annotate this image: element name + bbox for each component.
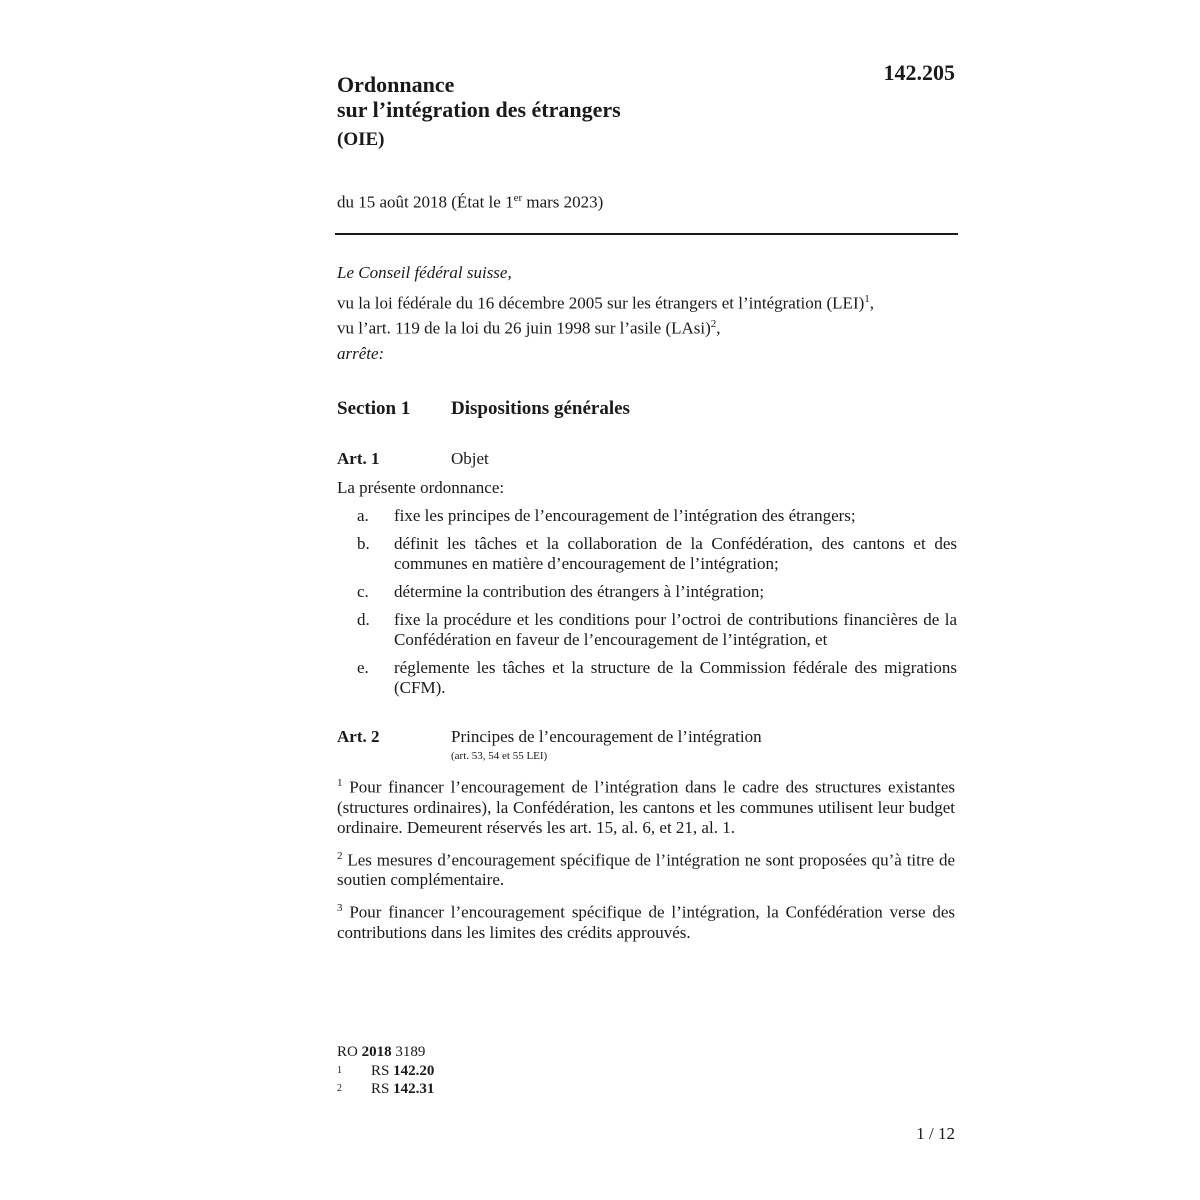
footnote <box>337 1080 434 1098</box>
article-2-heading <box>337 727 762 747</box>
footnote-ref-1[interactable]: 1 <box>864 293 870 305</box>
title-abbreviation: (OIE) <box>337 129 385 150</box>
list-item-letter: b. <box>357 534 370 553</box>
date-suffix: mars 2023) <box>522 192 604 212</box>
date-superscript: er <box>513 192 523 204</box>
footnote-link[interactable]: 142.20 <box>393 1063 435 1079</box>
footnote <box>337 1062 434 1080</box>
list-item <box>337 582 957 602</box>
article-title: Principes de l’encouragement de l’intégration <box>451 727 762 746</box>
preamble-authority: Le Conseil fédéral suisse, <box>337 263 512 282</box>
list-item-letter: c. <box>357 582 369 601</box>
list-item <box>337 658 957 698</box>
preamble-line-2-text: vu l’art. 119 de la loi du 26 juin 1998 sur l’asile (LAsi) <box>337 318 711 338</box>
list-item-letter: d. <box>357 610 370 629</box>
ro-year: 2018 <box>361 1044 392 1060</box>
paragraph <box>337 846 955 891</box>
sr-number: 142.205 <box>883 60 955 85</box>
document-title <box>337 72 621 122</box>
ro-page: 3189 <box>391 1044 426 1060</box>
article-1-intro: La présente ordonnance: <box>337 478 505 497</box>
title-line-1: Ordonnance <box>337 72 455 97</box>
paragraph-number: 2 <box>337 849 343 862</box>
list-item-text: réglemente les tâches et la structure de la Commission fédérale des migrations (CFM). <box>394 658 957 697</box>
preamble-decree: arrête: <box>337 344 385 364</box>
paragraph-number: 1 <box>337 777 343 789</box>
article-1-heading <box>337 449 489 469</box>
article-number: Art. 2 <box>337 727 380 746</box>
document-date <box>337 192 603 213</box>
list-item-letter: e. <box>357 658 369 677</box>
ro-prefix: RO <box>337 1044 362 1060</box>
list-item <box>337 610 957 650</box>
section-heading <box>337 398 630 420</box>
paragraph-text: Pour financer l’encouragement de l’intégration dans le cadre des structures existantes (structures ordinaires), la Confédération, les cantons et les communes utilisent leur budget ordinaire. Demeurent réservés les art. 15, al. 6, et 21, al. 1. <box>337 777 955 837</box>
list-item-text: détermine la contribution des étrangers à l’intégration; <box>394 582 765 601</box>
list-item <box>337 534 957 574</box>
article-1-list <box>337 506 957 706</box>
footnote-ref-2[interactable]: 2 <box>710 317 717 330</box>
preamble-line-1-end: , <box>869 293 875 313</box>
footnote-prefix: RS <box>371 1063 394 1079</box>
paragraph-text: Pour financer l’encouragement spécifique de l’intégration, la Confédération verse des contributions dans les limites des crédits approuvés. <box>337 902 955 942</box>
title-line-2: sur l’intégration des étrangers <box>337 97 621 122</box>
section-number: Section 1 <box>337 398 411 419</box>
list-item-text: définit les tâches et la collaboration de la Confédération, des cantons et des communes en matière d’encouragement de l’intégration; <box>394 534 957 573</box>
preamble-line-2 <box>337 314 957 339</box>
section-title: Dispositions générales <box>451 398 630 419</box>
list-item-text: fixe la procédure et les conditions pour l’octroi de contributions financières de la Confédération en faveur de l’encouragement de l’intégration, et <box>394 610 957 649</box>
footnote-link[interactable]: 142.31 <box>393 1081 435 1097</box>
article-2-legal-reference: (art. 53, 54 et 55 LEI) <box>451 750 548 762</box>
preamble <box>337 263 957 364</box>
preamble-line-1 <box>337 289 957 314</box>
preamble-line-2-end: , <box>716 318 721 338</box>
footnote-number: 1 <box>337 1065 342 1076</box>
paragraph-number: 3 <box>337 902 343 915</box>
preamble-line-1-text: vu la loi fédérale du 16 décembre 2005 sur les étrangers et l’intégration (LEI) <box>337 293 865 313</box>
article-title: Objet <box>451 449 489 468</box>
article-number: Art. 1 <box>337 449 380 468</box>
list-item <box>337 506 957 526</box>
paragraph <box>337 898 955 943</box>
official-compilation-reference <box>337 1043 425 1061</box>
page-number: 1 / 12 <box>916 1124 955 1143</box>
date-prefix: du 15 août 2018 (État le 1 <box>337 192 514 212</box>
footnote-number: 2 <box>337 1083 342 1094</box>
article-2-paragraphs <box>337 773 955 951</box>
footnote-prefix: RS <box>371 1081 394 1097</box>
list-item-text: fixe les principes de l’encouragement de l’intégration des étrangers; <box>394 506 856 525</box>
paragraph-text: Les mesures d’encouragement spécifique de l’intégration ne sont proposées qu’à titre de soutien complémentaire. <box>337 850 955 890</box>
paragraph <box>337 773 955 838</box>
list-item-letter: a. <box>357 506 369 525</box>
header-divider <box>335 233 958 235</box>
